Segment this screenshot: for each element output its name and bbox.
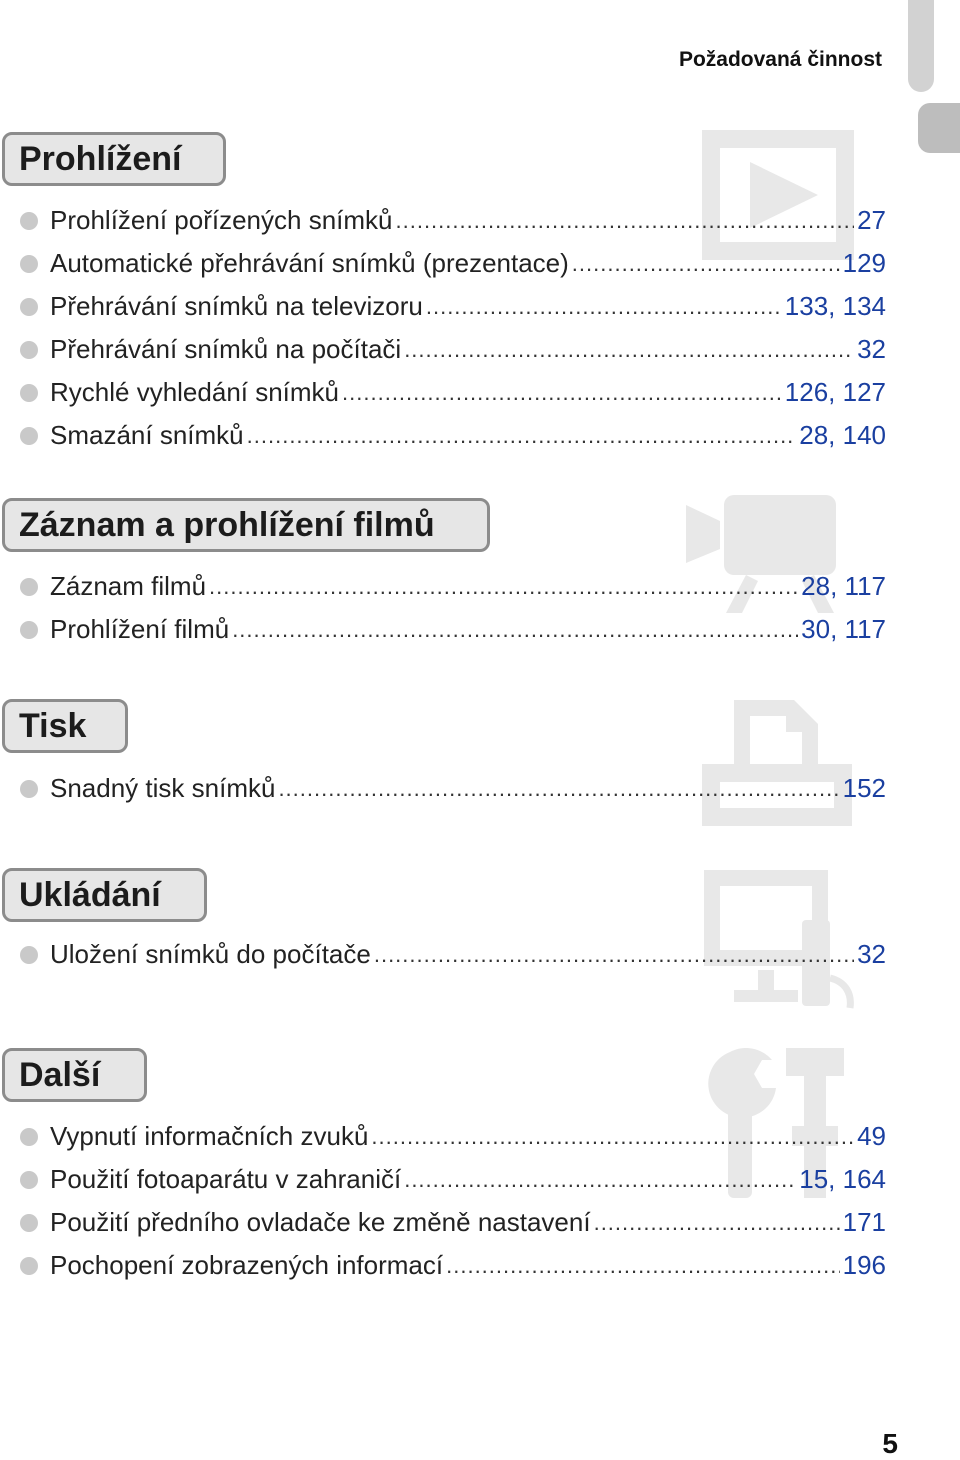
- section-header: [2, 699, 128, 753]
- dot-leader: [404, 1168, 796, 1201]
- list-item[interactable]: [20, 328, 886, 371]
- list-item[interactable]: [20, 565, 886, 608]
- side-tab-top: [908, 0, 934, 92]
- list-item[interactable]: [20, 933, 886, 976]
- list-item[interactable]: [20, 371, 886, 414]
- entry-list: [20, 933, 886, 976]
- section-title: Záznam a prohlížení filmů: [19, 505, 435, 544]
- entry-list: [20, 767, 886, 810]
- bullet-icon: [20, 1171, 38, 1189]
- dot-leader: [374, 943, 854, 976]
- page-header-title: Požadovaná činnost: [678, 48, 882, 71]
- item-label: Snadný tisk snímků: [50, 773, 276, 803]
- entry-list: [20, 565, 886, 651]
- page-reference[interactable]: 27: [857, 205, 886, 235]
- bullet-icon: [20, 578, 38, 596]
- dot-leader: [371, 1125, 854, 1158]
- bullet-icon: [20, 384, 38, 402]
- bullet-icon: [20, 341, 38, 359]
- page-reference[interactable]: 152: [842, 773, 886, 803]
- bullet-icon: [20, 255, 38, 273]
- side-tab-marker: [918, 103, 960, 153]
- item-label: Přehrávání snímků na televizoru: [50, 291, 423, 321]
- dot-leader: [247, 424, 797, 457]
- item-label: Pochopení zobrazených informací: [50, 1250, 444, 1280]
- entry-list: [20, 199, 886, 457]
- dot-leader: [426, 295, 782, 328]
- page-reference[interactable]: 32: [857, 939, 886, 969]
- section-header: [2, 868, 207, 922]
- item-label: Prohlížení filmů: [50, 614, 230, 644]
- section-title: Prohlížení: [19, 139, 182, 178]
- list-item[interactable]: [20, 1244, 886, 1287]
- list-item[interactable]: [20, 1201, 886, 1244]
- dot-leader: [396, 209, 855, 242]
- bullet-icon: [20, 1257, 38, 1275]
- page-reference[interactable]: 32: [857, 334, 886, 364]
- list-item[interactable]: [20, 608, 886, 651]
- page-reference[interactable]: 133, 134: [784, 291, 886, 321]
- list-item[interactable]: [20, 414, 886, 457]
- list-item[interactable]: [20, 285, 886, 328]
- item-label: Použití předního ovladače ke změně nastavení: [50, 1207, 591, 1237]
- section-header: [2, 132, 226, 186]
- section-header: [2, 1048, 147, 1102]
- item-label: Vypnutí informačních zvuků: [50, 1121, 369, 1151]
- section-title: Tisk: [19, 706, 87, 745]
- dot-leader: [572, 252, 840, 285]
- list-item[interactable]: [20, 1158, 886, 1201]
- item-label: Záznam filmů: [50, 571, 207, 601]
- bullet-icon: [20, 1214, 38, 1232]
- item-label: Uložení snímků do počítače: [50, 939, 371, 969]
- page-reference[interactable]: 126, 127: [784, 377, 886, 407]
- item-label: Prohlížení pořízených snímků: [50, 205, 393, 235]
- item-label: Použití fotoaparátu v zahraničí: [50, 1164, 402, 1194]
- dot-leader: [594, 1211, 840, 1244]
- bullet-icon: [20, 1128, 38, 1146]
- dot-leader: [446, 1254, 839, 1287]
- list-item[interactable]: [20, 199, 886, 242]
- page-reference[interactable]: 129: [842, 248, 886, 278]
- section-title: Další: [19, 1055, 101, 1094]
- item-label: Smazání snímků: [50, 420, 244, 450]
- page-reference[interactable]: 171: [842, 1207, 886, 1237]
- bullet-icon: [20, 427, 38, 445]
- bullet-icon: [20, 780, 38, 798]
- page-number: 5: [882, 1428, 898, 1459]
- dot-leader: [342, 381, 782, 414]
- bullet-icon: [20, 621, 38, 639]
- bullet-icon: [20, 946, 38, 964]
- entry-list: [20, 1115, 886, 1287]
- dot-leader: [209, 575, 798, 608]
- page-reference[interactable]: 49: [857, 1121, 886, 1151]
- page-reference[interactable]: 28, 140: [799, 420, 886, 450]
- item-label: Automatické přehrávání snímků (prezentace): [50, 248, 569, 278]
- list-item[interactable]: [20, 242, 886, 285]
- section-header: [2, 498, 490, 552]
- section-title: Ukládání: [19, 875, 161, 914]
- page-reference[interactable]: 30, 117: [801, 614, 886, 644]
- item-label: Rychlé vyhledání snímků: [50, 377, 340, 407]
- dot-leader: [232, 618, 798, 651]
- page-reference[interactable]: 196: [842, 1250, 886, 1280]
- bullet-icon: [20, 298, 38, 316]
- page-reference[interactable]: 15, 164: [799, 1164, 886, 1194]
- list-item[interactable]: [20, 767, 886, 810]
- bullet-icon: [20, 212, 38, 230]
- dot-leader: [278, 777, 839, 810]
- dot-leader: [404, 338, 854, 371]
- page-reference[interactable]: 28, 117: [801, 571, 886, 601]
- item-label: Přehrávání snímků na počítači: [50, 334, 402, 364]
- list-item[interactable]: [20, 1115, 886, 1158]
